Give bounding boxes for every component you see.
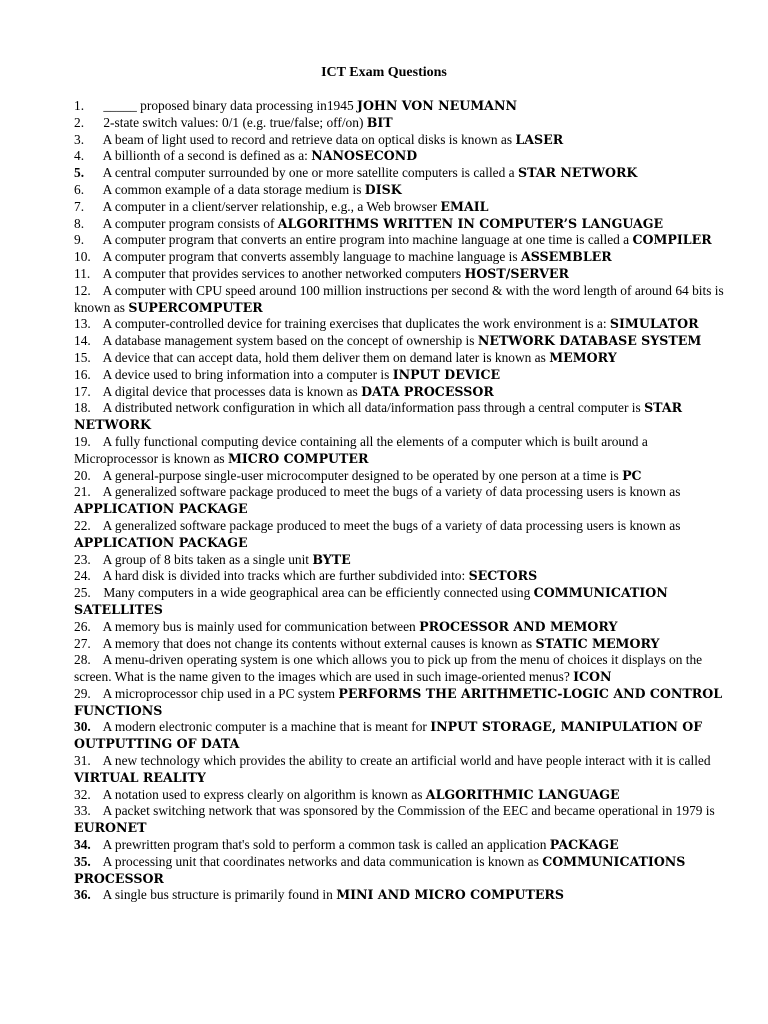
question-number: 7.	[74, 198, 85, 214]
answer-text: ALGORITHMIC LANGUAGE	[425, 786, 620, 802]
question-item	[74, 787, 734, 804]
question-item	[74, 585, 734, 619]
answer-text: VIRTUAL REALITY	[74, 769, 206, 785]
answer-text: SECTORS	[468, 568, 538, 584]
answer-text: ASSEMBLER	[520, 249, 612, 265]
question-number: 30.	[74, 719, 91, 735]
question-text: A computer program that converts an entire program into machine language at one time is called a	[102, 232, 633, 248]
question-text: A notation used to express clearly on algorithm is known as	[102, 786, 426, 802]
question-item	[74, 283, 734, 317]
answer-text: EURONET	[74, 820, 147, 836]
question-text: A computer-controlled device for training exercises that duplicates the work environment is a:	[102, 316, 610, 332]
question-item	[74, 182, 734, 199]
question-text: A central computer surrounded by one or more satellite computers is called a	[102, 165, 518, 181]
question-text: A prewritten program that's sold to perform a common task is called an application	[102, 837, 550, 853]
question-item	[74, 552, 734, 569]
answer-text: NANOSECOND	[311, 148, 418, 164]
question-item	[74, 434, 734, 468]
question-text: A computer program consists of	[102, 215, 278, 231]
answer-text: PERFORMS THE ARITHMETIC-LOGIC AND CONTROL FUNCTIONS	[74, 685, 723, 718]
question-number: 31.	[74, 753, 91, 769]
question-text: A database management system based on the concept of ownership is	[102, 333, 478, 349]
answer-text: DATA PROCESSOR	[361, 383, 494, 399]
question-item	[74, 132, 734, 149]
question-number: 22.	[74, 517, 91, 533]
answer-text: JOHN VON NEUMANN	[357, 98, 517, 113]
question-item	[74, 249, 734, 266]
question-text: Many computers in a wide geographical area can be efficiently connected using	[103, 585, 534, 601]
answer-text: COMPILER	[632, 232, 712, 248]
question-number: 36.	[74, 887, 91, 903]
question-number: 35.	[74, 853, 91, 869]
question-number: 24.	[74, 568, 91, 584]
question-number: 20.	[74, 467, 91, 483]
question-number: 21.	[74, 484, 91, 500]
question-text: A generalized software package produced to meet the bugs of a variety of data processing users is known as	[102, 517, 681, 533]
answer-text: BYTE	[312, 551, 351, 567]
answer-text: PACKAGE	[549, 837, 619, 853]
question-item	[74, 350, 734, 367]
question-text: A computer that provides services to another networked computers	[102, 265, 465, 281]
question-item	[74, 753, 734, 787]
answer-text: STAR NETWORK	[517, 165, 638, 181]
answer-text: INPUT DEVICE	[392, 366, 501, 382]
question-text: A common example of a data storage medium is	[102, 181, 365, 197]
question-text: A modern electronic computer is a machine that is meant for	[102, 719, 431, 735]
question-number: 14.	[74, 333, 91, 349]
question-number: 5.	[74, 165, 85, 181]
question-text: A microprocessor chip used in a PC system	[102, 685, 339, 701]
question-text: A memory that does not change its contents without external causes is known as	[102, 635, 536, 651]
question-number: 3.	[74, 131, 85, 147]
question-item	[74, 803, 734, 837]
answer-text: LASER	[515, 131, 564, 147]
question-text: _____ proposed binary data processing in1945	[103, 98, 357, 113]
question-text: A device that can accept data, hold them deliver them on demand later is known as	[102, 349, 550, 365]
question-number: 19.	[74, 433, 91, 449]
question-text: A beam of light used to record and retrieve data on optical disks is known as	[102, 131, 516, 147]
answer-text: APPLICATION PACKAGE	[74, 501, 248, 517]
answer-text: STATIC MEMORY	[535, 635, 660, 651]
question-number: 33.	[74, 803, 91, 819]
question-item	[74, 484, 734, 518]
question-number: 1.	[74, 98, 85, 113]
question-number: 23.	[74, 551, 91, 567]
answer-text: EMAIL	[440, 198, 489, 214]
answer-text: COMMUNICATION SATELLITES	[74, 585, 668, 617]
answer-text: MICRO COMPUTER	[227, 450, 369, 466]
question-number: 29.	[74, 685, 91, 701]
question-item	[74, 400, 734, 434]
question-number: 34.	[74, 837, 91, 853]
question-item	[74, 232, 734, 249]
question-text: A fully functional computing device containing all the elements of a computer which is built around a Microprocessor is known as	[74, 433, 648, 466]
question-number: 9.	[74, 232, 85, 248]
answer-text: SUPERCOMPUTER	[128, 299, 263, 315]
question-list	[74, 98, 734, 904]
question-item	[74, 619, 734, 636]
answer-text: MEMORY	[549, 349, 617, 365]
question-item	[74, 199, 734, 216]
question-text: A computer with CPU speed around 100 million instructions per second & with the word length of around 64 bits is known as	[74, 282, 724, 315]
answer-text: BIT	[366, 114, 393, 130]
answer-text: DISK	[364, 181, 402, 197]
question-text: A memory bus is mainly used for communication between	[102, 618, 420, 634]
question-text: A general-purpose single-user microcomputer designed to be operated by one person at a time is	[102, 467, 623, 483]
question-text: A hard disk is divided into tracks which are further subdivided into:	[102, 568, 469, 584]
question-item	[74, 468, 734, 485]
answer-text: COMMUNICATIONS PROCESSOR	[74, 853, 686, 886]
question-number: 12.	[74, 282, 91, 298]
answer-text: SIMULATOR	[609, 316, 699, 332]
question-item	[74, 719, 734, 753]
question-item	[74, 568, 734, 585]
answer-text: NETWORK DATABASE SYSTEM	[477, 333, 702, 349]
question-item	[74, 887, 734, 904]
question-text: A single bus structure is primarily found in	[102, 887, 337, 903]
question-text: 2-state switch values: 0/1 (e.g. true/false; off/on)	[103, 114, 367, 130]
question-text: A generalized software package produced to meet the bugs of a variety of data processing users is known as	[102, 484, 681, 500]
question-item	[74, 837, 734, 854]
question-item	[74, 384, 734, 401]
question-number: 10.	[74, 249, 91, 265]
question-number: 25.	[74, 585, 91, 601]
question-item	[74, 266, 734, 283]
question-number: 6.	[74, 181, 85, 197]
question-item	[74, 854, 734, 888]
question-text: A processing unit that coordinates networks and data communication is known as	[102, 853, 543, 869]
answer-text: STAR NETWORK	[74, 400, 683, 433]
answer-text: HOST/SERVER	[464, 265, 569, 281]
answer-text: INPUT STORAGE, MANIPULATION OF OUTPUTTING OF DATA	[74, 719, 703, 752]
answer-text: ICON	[573, 669, 612, 685]
question-number: 11.	[74, 265, 91, 281]
question-text: A new technology which provides the ability to create an artificial world and have people interact with it is called	[102, 753, 711, 769]
question-text: A packet switching network that was sponsored by the Commission of the EEC and became operational in 1979 is	[102, 803, 715, 819]
question-item	[74, 367, 734, 384]
question-number: 32.	[74, 786, 91, 802]
answer-text: ALGORITHMS WRITTEN IN COMPUTER’S LANGUAGE	[277, 215, 664, 231]
question-item	[74, 333, 734, 350]
question-text: A computer program that converts assembly language to machine language is	[102, 249, 521, 265]
question-text: A computer in a client/server relationship, e.g., a Web browser	[102, 198, 441, 214]
question-number: 26.	[74, 618, 91, 634]
question-item	[74, 148, 734, 165]
question-item	[74, 636, 734, 653]
question-number: 28.	[74, 652, 91, 668]
page-title: ICT Exam Questions	[321, 65, 447, 80]
answer-text: APPLICATION PACKAGE	[74, 534, 248, 550]
question-number: 2.	[74, 114, 85, 130]
question-item	[74, 115, 734, 132]
question-item	[74, 652, 734, 686]
question-number: 13.	[74, 316, 91, 332]
question-item	[74, 165, 734, 182]
question-item	[74, 98, 734, 115]
question-item	[74, 518, 734, 552]
question-text: A device used to bring information into a computer is	[102, 366, 393, 382]
question-number: 8.	[74, 215, 85, 231]
question-text: A digital device that processes data is known as	[102, 383, 362, 399]
question-text: A billionth of a second is defined as a:	[102, 148, 312, 164]
question-number: 15.	[74, 349, 91, 365]
question-item	[74, 316, 734, 333]
question-text: A group of 8 bits taken as a single unit	[102, 551, 313, 567]
answer-text: MINI AND MICRO COMPUTERS	[336, 887, 564, 903]
question-text: A distributed network configuration in which all data/information pass through a central computer is	[102, 400, 645, 416]
question-number: 27.	[74, 635, 91, 651]
question-number: 4.	[74, 148, 85, 164]
question-text: A menu-driven operating system is one which allows you to pick up from the menu of choices it displays on the screen. What is the name given to the images which are used in such image-oriented menus?	[74, 652, 703, 685]
answer-text: PC	[622, 467, 642, 483]
answer-text: PROCESSOR AND MEMORY	[419, 618, 618, 634]
question-number: 16.	[74, 366, 91, 382]
question-item	[74, 216, 734, 233]
question-item	[74, 686, 734, 720]
question-number: 18.	[74, 400, 91, 416]
question-number: 17.	[74, 383, 91, 399]
